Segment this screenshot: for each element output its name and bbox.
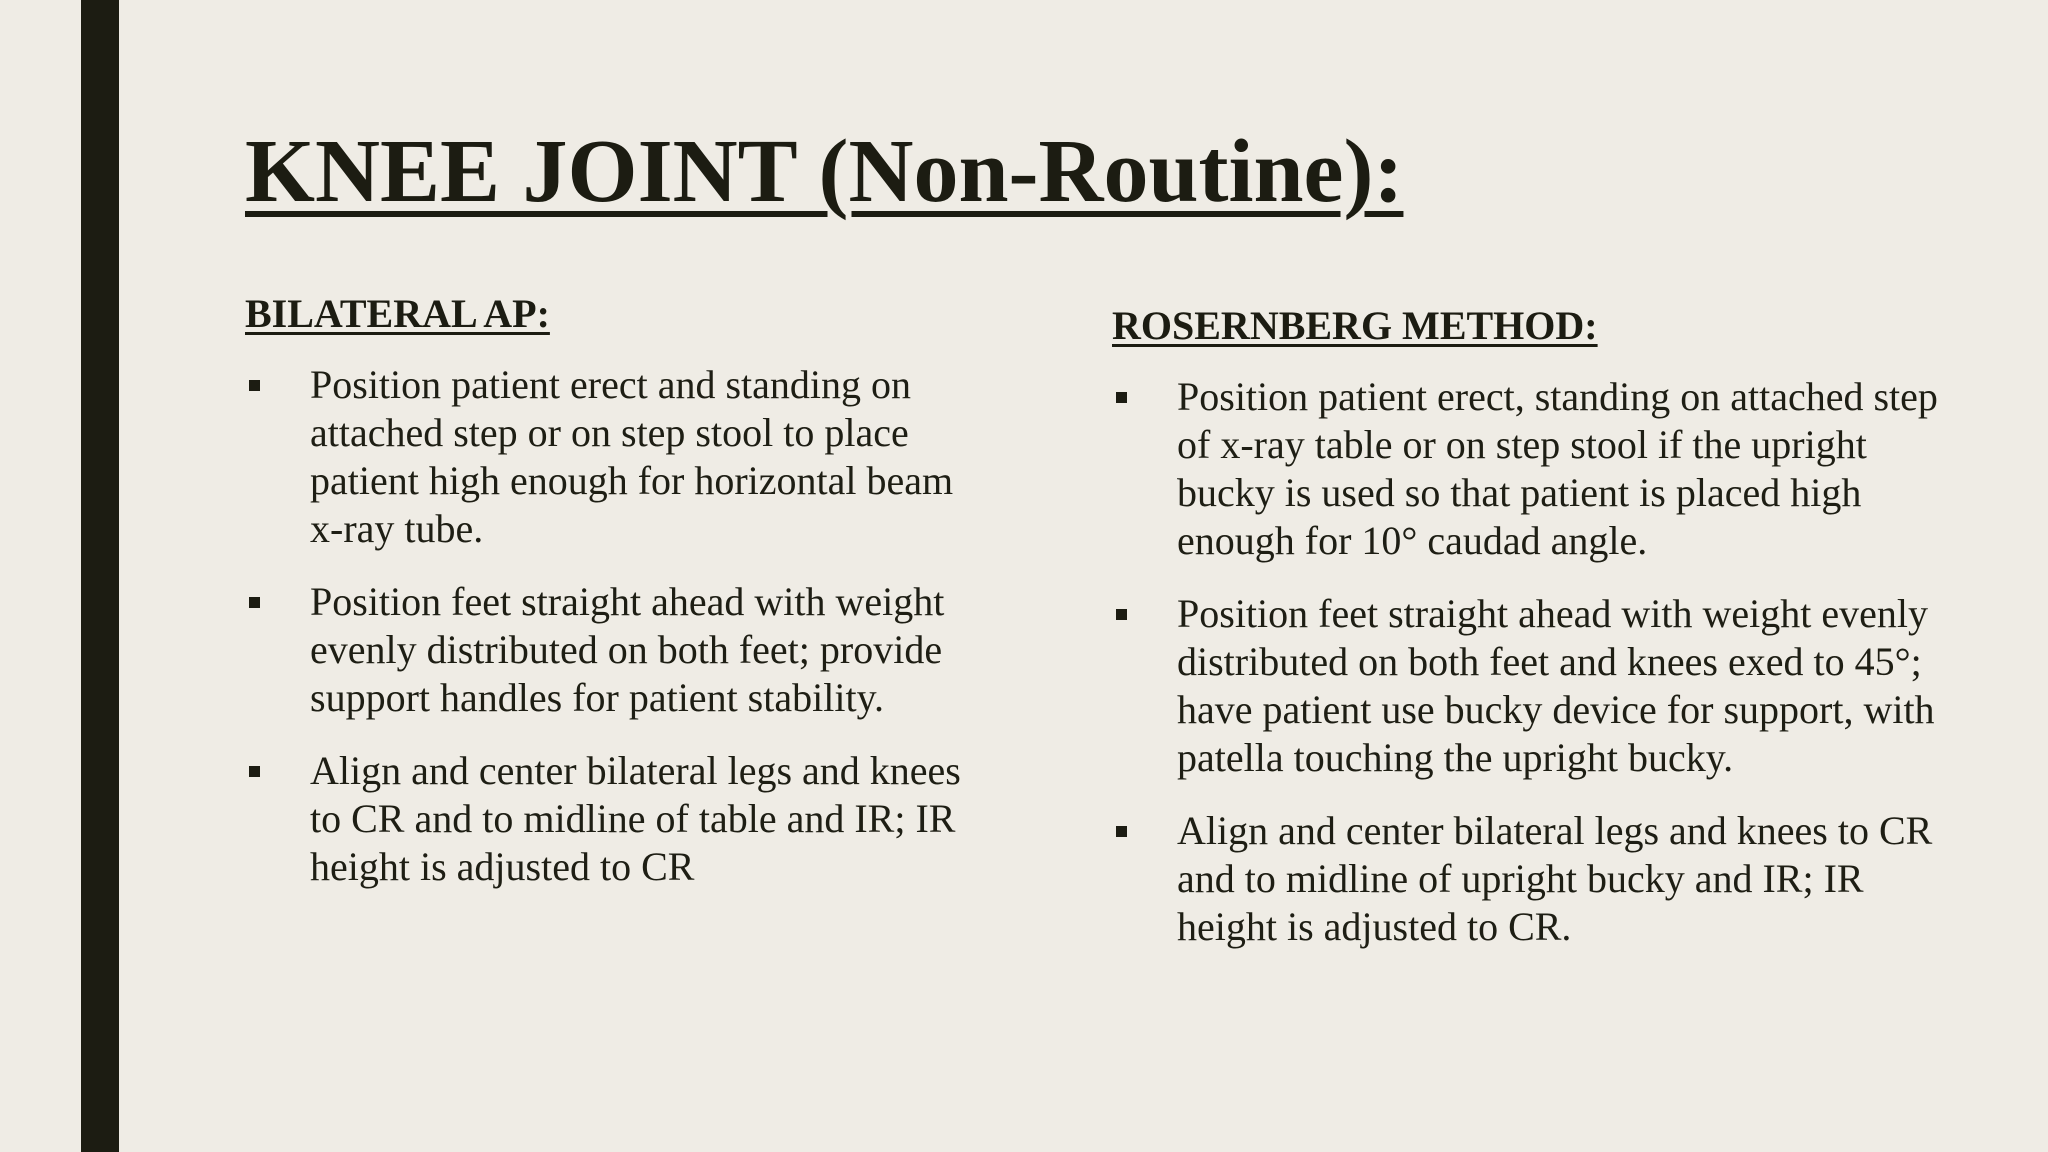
square-bullet-icon (1116, 392, 1127, 403)
square-bullet-icon (249, 597, 260, 608)
list-item-text: Position patient erect and standing on attached step or on step stool to place patient high enough for horizontal beam x-ray tube. (310, 362, 954, 551)
bullet-list-bilateral-ap (245, 361, 985, 891)
list-item (245, 361, 985, 553)
right-column (1112, 300, 1972, 976)
section-heading-rosenberg-method: ROSERNBERG METHOD: (1112, 303, 1598, 348)
square-bullet-icon (249, 766, 260, 777)
left-column (245, 288, 985, 916)
list-item (1112, 590, 1972, 782)
accent-side-bar (81, 0, 119, 1152)
list-item-text: Position patient erect, standing on attached step of x-ray table or on step stool if the upright bucky is used so that patient is placed high enough for 10° caudad angle. (1177, 374, 1938, 563)
list-item (1112, 373, 1972, 565)
bullet-list-rosenberg-method (1112, 373, 1972, 951)
square-bullet-icon (249, 380, 260, 391)
list-item-text: Position feet straight ahead with weight evenly distributed on both feet and knees exed to 45°; have patient use bucky device for support, with patella touching the upright bucky. (1177, 591, 1935, 780)
square-bullet-icon (1116, 826, 1127, 837)
list-item (245, 747, 985, 891)
section-heading-bilateral-ap: BILATERAL AP: (245, 291, 550, 336)
list-item (1112, 807, 1972, 951)
list-item-text: Position feet straight ahead with weight evenly distributed on both feet; provide support handles for patient stability. (310, 579, 945, 720)
list-item-text: Align and center bilateral legs and knees to CR and to midline of upright bucky and IR; IR height is adjusted to CR. (1177, 808, 1933, 949)
slide-title: KNEE JOINT (Non-Routine): (245, 122, 1404, 221)
square-bullet-icon (1116, 609, 1127, 620)
list-item (245, 578, 985, 722)
list-item-text: Align and center bilateral legs and knees to CR and to midline of table and IR; IR height is adjusted to CR (310, 748, 961, 889)
